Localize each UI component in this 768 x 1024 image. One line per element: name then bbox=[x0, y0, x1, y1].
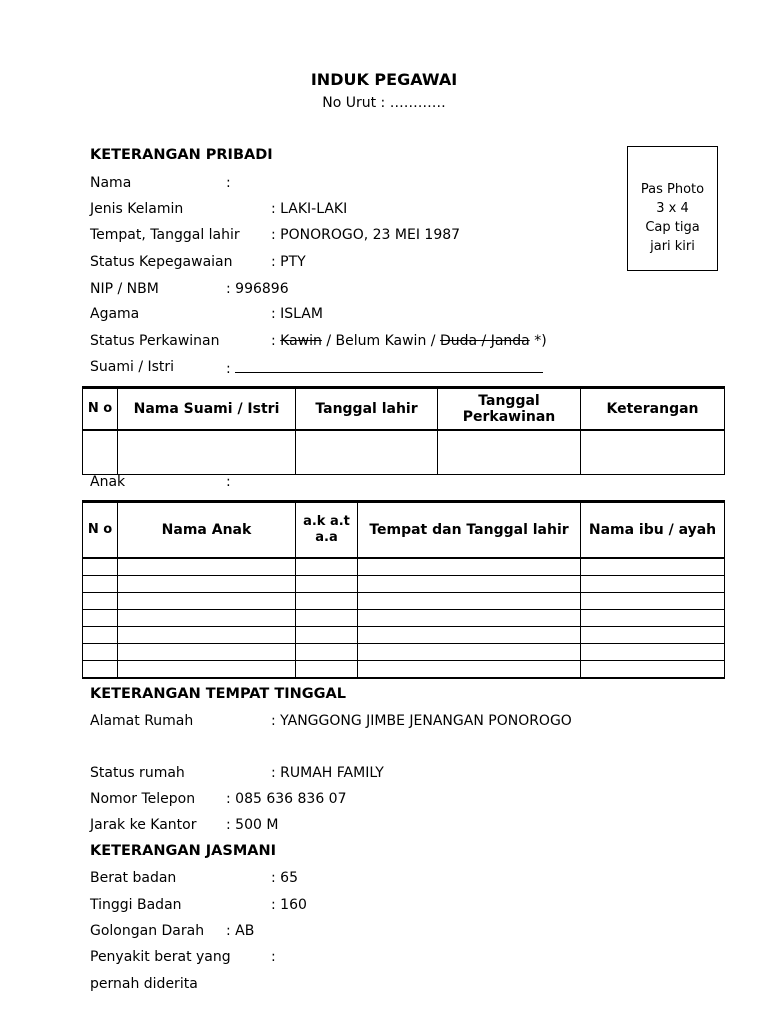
status-kepegawaian-label: Status Kepegawaian bbox=[90, 254, 233, 270]
section-heading-pribadi: KETERANGAN PRIBADI bbox=[90, 147, 273, 163]
table-cell bbox=[118, 610, 296, 627]
telepon-value: : 085 636 836 07 bbox=[226, 791, 347, 807]
status-kepegawaian-value: : PTY bbox=[271, 254, 306, 270]
alamat-value: : YANGGONG JIMBE JENANGAN PONOROGO bbox=[271, 713, 572, 729]
table-cell bbox=[83, 661, 118, 679]
table-cell bbox=[83, 593, 118, 610]
table-row bbox=[83, 558, 725, 576]
suami-istri-colon: : bbox=[226, 361, 231, 377]
table-cell bbox=[581, 576, 725, 593]
nama-value: : bbox=[226, 175, 231, 191]
darah-label: Golongan Darah bbox=[90, 923, 205, 939]
table-cell bbox=[581, 593, 725, 610]
document-title: INDUK PEGAWAI bbox=[310, 70, 458, 89]
table-cell bbox=[358, 593, 581, 610]
spouse-col-tanggal-lahir: Tanggal lahir bbox=[296, 388, 438, 431]
table-cell bbox=[581, 430, 725, 475]
table-cell bbox=[358, 576, 581, 593]
perkawinan-duda: Duda / Janda bbox=[439, 333, 530, 349]
table-cell bbox=[118, 593, 296, 610]
table-cell bbox=[296, 644, 358, 661]
penyakit-value: : bbox=[271, 949, 276, 965]
child-col-nama: Nama Anak bbox=[118, 502, 296, 559]
jarak-label: Jarak ke Kantor bbox=[90, 817, 197, 833]
photo-line: Pas Photo bbox=[640, 182, 705, 197]
table-cell bbox=[83, 610, 118, 627]
agama-label: Agama bbox=[90, 306, 140, 322]
table-cell bbox=[118, 627, 296, 644]
photo-line: 3 x 4 bbox=[656, 201, 689, 216]
table-cell bbox=[118, 576, 296, 593]
table-cell bbox=[296, 627, 358, 644]
ttl-label: Tempat, Tanggal lahir bbox=[90, 227, 240, 243]
table-row bbox=[83, 610, 725, 627]
tinggi-label: Tinggi Badan bbox=[90, 897, 182, 913]
suami-istri-blank-line bbox=[235, 359, 543, 373]
table-row bbox=[83, 576, 725, 593]
table-cell bbox=[83, 430, 118, 475]
child-col-akataa: a.k a.t a.a bbox=[296, 502, 358, 559]
table-cell bbox=[83, 576, 118, 593]
spouse-table bbox=[82, 386, 725, 475]
spouse-table-header bbox=[83, 388, 725, 431]
suami-istri-label: Suami / Istri bbox=[90, 359, 175, 375]
no-urut: No Urut : ………… bbox=[322, 95, 446, 111]
child-col-tempat-tanggal: Tempat dan Tanggal lahir bbox=[358, 502, 581, 559]
nama-label: Nama bbox=[90, 175, 132, 191]
table-cell bbox=[296, 576, 358, 593]
perkawinan-colon: : bbox=[271, 333, 276, 349]
perkawinan-label: Status Perkawinan bbox=[90, 333, 220, 349]
table-cell bbox=[581, 610, 725, 627]
child-table-header bbox=[83, 502, 725, 559]
spouse-col-no: N o bbox=[83, 388, 118, 431]
nip-label: NIP / NBM bbox=[90, 281, 159, 297]
ttl-value: : PONOROGO, 23 MEI 1987 bbox=[271, 227, 461, 243]
table-cell bbox=[581, 558, 725, 576]
pas-photo-box bbox=[627, 146, 718, 271]
spouse-col-keterangan: Keterangan bbox=[581, 388, 725, 431]
table-cell bbox=[83, 558, 118, 576]
table-cell bbox=[581, 644, 725, 661]
penyakit-label-cont: pernah diderita bbox=[90, 976, 198, 992]
tinggi-value: : 160 bbox=[271, 897, 307, 913]
table-row bbox=[83, 593, 725, 610]
table-cell bbox=[358, 644, 581, 661]
table-cell bbox=[118, 430, 296, 475]
child-col-nama-ibu-ayah: Nama ibu / ayah bbox=[581, 502, 725, 559]
table-row bbox=[83, 661, 725, 679]
table-cell bbox=[296, 593, 358, 610]
table-cell bbox=[118, 644, 296, 661]
table-cell bbox=[296, 558, 358, 576]
child-table bbox=[82, 500, 725, 679]
perkawinan-belum: / Belum Kawin / bbox=[326, 333, 436, 349]
perkawinan-kawin: Kawin bbox=[280, 333, 322, 349]
nip-value: : 996896 bbox=[226, 281, 289, 297]
anak-label: Anak bbox=[90, 474, 126, 490]
table-cell bbox=[358, 558, 581, 576]
telepon-label: Nomor Telepon bbox=[90, 791, 196, 807]
table-cell bbox=[83, 644, 118, 661]
table-cell bbox=[83, 627, 118, 644]
jenis-kelamin-label: Jenis Kelamin bbox=[90, 201, 184, 217]
photo-line: Cap tiga bbox=[645, 220, 700, 235]
berat-label: Berat badan bbox=[90, 870, 177, 886]
darah-value: : AB bbox=[226, 923, 255, 939]
table-cell bbox=[118, 661, 296, 679]
alamat-label: Alamat Rumah bbox=[90, 713, 194, 729]
table-cell bbox=[438, 430, 581, 475]
jenis-kelamin-value: : LAKI-LAKI bbox=[271, 201, 348, 217]
table-cell bbox=[358, 627, 581, 644]
anak-value: : bbox=[226, 474, 231, 490]
suami-istri-value bbox=[226, 359, 543, 377]
table-cell bbox=[118, 558, 296, 576]
status-rumah-label: Status rumah bbox=[90, 765, 185, 781]
status-rumah-value: : RUMAH FAMILY bbox=[271, 765, 384, 781]
photo-line: jari kiri bbox=[650, 239, 695, 254]
spouse-col-tanggal-perkawinan: Tanggal Perkawinan bbox=[438, 388, 581, 431]
table-row bbox=[83, 644, 725, 661]
perkawinan-value bbox=[271, 333, 547, 349]
section-heading-jasmani: KETERANGAN JASMANI bbox=[90, 843, 277, 859]
table-cell bbox=[296, 430, 438, 475]
perkawinan-note: *) bbox=[534, 333, 547, 349]
spouse-col-nama: Nama Suami / Istri bbox=[118, 388, 296, 431]
table-cell bbox=[296, 610, 358, 627]
table-cell bbox=[358, 610, 581, 627]
table-row bbox=[83, 627, 725, 644]
agama-value: : ISLAM bbox=[271, 306, 323, 322]
table-row bbox=[83, 430, 725, 475]
table-cell bbox=[581, 661, 725, 679]
child-col-no: N o bbox=[83, 502, 118, 559]
table-cell bbox=[296, 661, 358, 679]
penyakit-label: Penyakit berat yang bbox=[90, 949, 231, 965]
table-cell bbox=[581, 627, 725, 644]
section-heading-tinggal: KETERANGAN TEMPAT TINGGAL bbox=[90, 686, 347, 702]
jarak-value: : 500 M bbox=[226, 817, 279, 833]
berat-value: : 65 bbox=[271, 870, 298, 886]
child-table-body bbox=[83, 558, 725, 678]
table-cell bbox=[358, 661, 581, 679]
